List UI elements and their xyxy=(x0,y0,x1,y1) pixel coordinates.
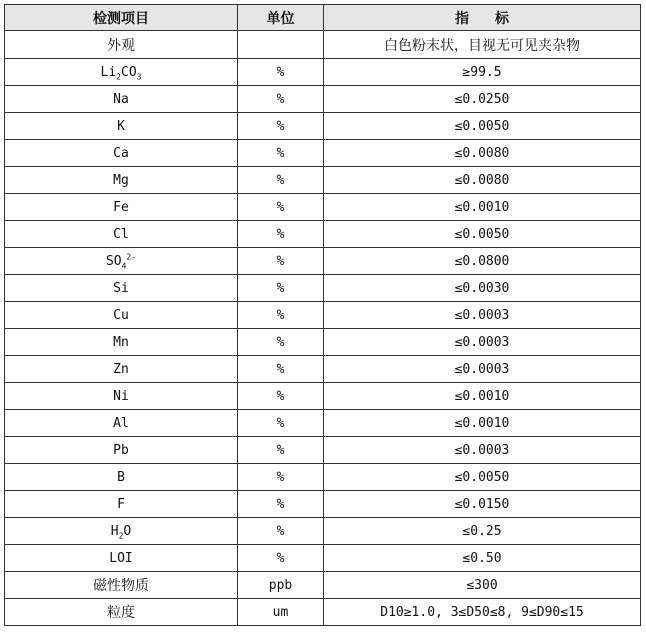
header-spec-a: 指 xyxy=(455,10,469,27)
spec-cell: ≤0.0050 xyxy=(324,464,641,491)
item-cell: Al xyxy=(5,410,238,437)
unit-cell: % xyxy=(238,329,324,356)
unit-cell: % xyxy=(238,518,324,545)
item-cell: K xyxy=(5,113,238,140)
item-h2o: $H_2O$ xyxy=(5,518,238,545)
item-so4: $SO_4^{2-}$ xyxy=(5,248,238,275)
item-cell: Pb xyxy=(5,437,238,464)
table-row xyxy=(5,167,641,194)
unit-cell: % xyxy=(238,545,324,572)
header-spec-b: 标 xyxy=(495,10,509,27)
table-row xyxy=(5,491,641,518)
unit-cell: % xyxy=(238,59,324,86)
spec-cell: ≤0.0800 xyxy=(324,248,641,275)
item-cell: Zn xyxy=(5,356,238,383)
unit-cell: % xyxy=(238,410,324,437)
spec-cell: ≤0.0080 xyxy=(324,167,641,194)
item-cell: B xyxy=(5,464,238,491)
table-row xyxy=(5,302,641,329)
item-cell: Fe xyxy=(5,194,238,221)
unit-cell: % xyxy=(238,167,324,194)
item-appearance: 外观 xyxy=(5,31,238,59)
table-row xyxy=(5,599,641,626)
spec-cell: ≤0.0050 xyxy=(324,113,641,140)
table-row xyxy=(5,221,641,248)
item-cell: F xyxy=(5,491,238,518)
item-cell: Mg xyxy=(5,167,238,194)
item-cell: Mn xyxy=(5,329,238,356)
spec-cell: ≤0.0003 xyxy=(324,329,641,356)
unit-cell: % xyxy=(238,302,324,329)
header-unit: 单位 xyxy=(238,5,324,31)
table-row xyxy=(5,410,641,437)
spec-cell: ≤0.0003 xyxy=(324,356,641,383)
spec-cell: ≤0.0250 xyxy=(324,86,641,113)
spec-table xyxy=(4,4,641,626)
unit-cell: % xyxy=(238,383,324,410)
table-row xyxy=(5,464,641,491)
table-row xyxy=(5,572,641,599)
spec-cell: ≤0.0010 xyxy=(324,383,641,410)
table-row xyxy=(5,31,641,59)
table-row xyxy=(5,140,641,167)
unit-cell: % xyxy=(238,356,324,383)
unit-cell: % xyxy=(238,275,324,302)
spec-cell: ≤0.0030 xyxy=(324,275,641,302)
header-spec xyxy=(324,5,641,31)
unit-cell: % xyxy=(238,113,324,140)
table-row xyxy=(5,545,641,572)
table-row xyxy=(5,356,641,383)
item-magnetic: 磁性物质 xyxy=(5,572,238,599)
item-cell: Si xyxy=(5,275,238,302)
spec-cell: ≤0.0010 xyxy=(324,410,641,437)
header-item: 检测项目 xyxy=(5,5,238,31)
spec-cell: ≤0.0003 xyxy=(324,437,641,464)
item-cell: Na xyxy=(5,86,238,113)
item-cell: Ni xyxy=(5,383,238,410)
table-row xyxy=(5,86,641,113)
unit-cell: % xyxy=(238,248,324,275)
spec-cell: ≤0.50 xyxy=(324,545,641,572)
spec-cell: D10≥1.0, 3≤D50≤8, 9≤D90≤15 xyxy=(324,599,641,626)
table-row xyxy=(5,113,641,140)
spec-cell: ≤0.0080 xyxy=(324,140,641,167)
item-particle-size: 粒度 xyxy=(5,599,238,626)
table-row xyxy=(5,329,641,356)
spec-cell: ≤0.0003 xyxy=(324,302,641,329)
spec-cell: 白色粉末状，目视无可见夹杂物 xyxy=(324,31,641,59)
table-row xyxy=(5,383,641,410)
unit-cell: ppb xyxy=(238,572,324,599)
unit-cell: % xyxy=(238,140,324,167)
item-cell: Ca xyxy=(5,140,238,167)
table-row xyxy=(5,194,641,221)
unit-cell: % xyxy=(238,194,324,221)
unit-cell: % xyxy=(238,437,324,464)
spec-cell: ≤0.0050 xyxy=(324,221,641,248)
table-row xyxy=(5,275,641,302)
unit-cell: % xyxy=(238,491,324,518)
unit-cell: um xyxy=(238,599,324,626)
header-row xyxy=(5,5,641,31)
table-row xyxy=(5,518,641,545)
item-cell: Cu xyxy=(5,302,238,329)
item-cell: Cl xyxy=(5,221,238,248)
item-cell: LOI xyxy=(5,545,238,572)
spec-cell: ≤0.0010 xyxy=(324,194,641,221)
spec-cell: ≥99.5 xyxy=(324,59,641,86)
unit-cell: % xyxy=(238,86,324,113)
unit-cell xyxy=(238,31,324,59)
spec-cell: ≤0.0150 xyxy=(324,491,641,518)
table-row xyxy=(5,248,641,275)
unit-cell: % xyxy=(238,221,324,248)
table-row xyxy=(5,59,641,86)
spec-cell: ≤0.25 xyxy=(324,518,641,545)
table-row xyxy=(5,437,641,464)
spec-cell: ≤300 xyxy=(324,572,641,599)
unit-cell: % xyxy=(238,464,324,491)
item-li2co3: $Li_2CO_3$ xyxy=(5,59,238,86)
